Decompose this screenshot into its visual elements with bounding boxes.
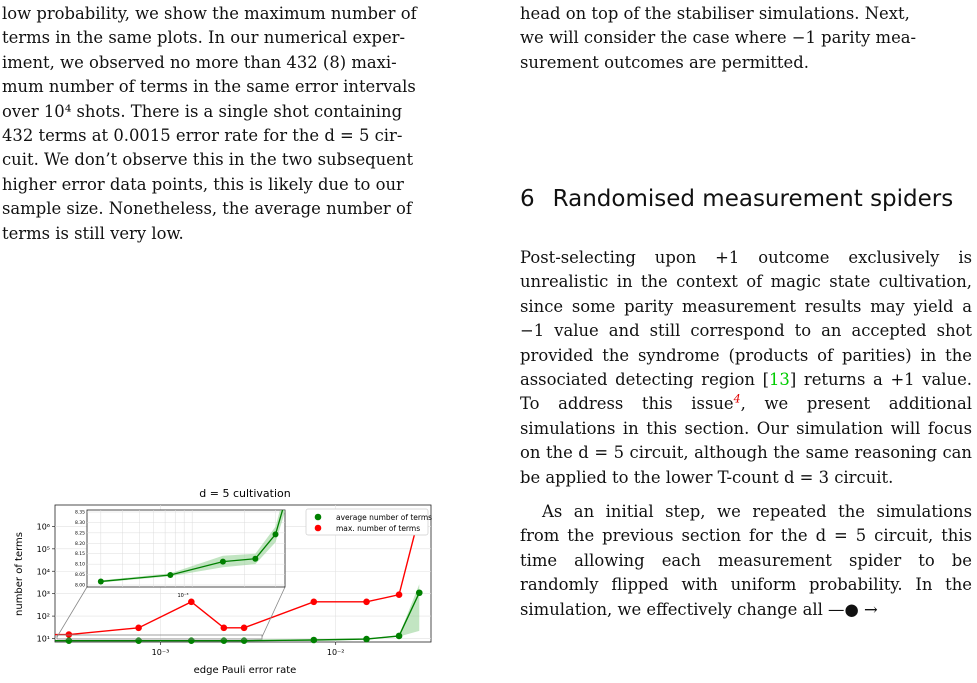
avg-point (363, 636, 370, 643)
figure (0, 482, 470, 679)
inset-y-tick-label: 8.00 (74, 583, 85, 589)
max-point (396, 591, 403, 598)
section-heading (520, 186, 972, 212)
zoom-connector (262, 587, 285, 637)
legend-marker-max (315, 525, 322, 532)
paragraph-text: , we present additional simulations in this section. Our simulation will focus on the d = 5 circuit, although the same reasoning can be applied to the lower T-count d = 3 circuit. (520, 394, 973, 487)
right-column-top-text (520, 2, 972, 75)
text-line: 432 terms at 0.0015 error rate for the d = 5 cir- (2, 126, 403, 146)
inset-y-tick-label: 8.15 (74, 552, 85, 558)
inset-frame (87, 510, 285, 587)
spider-glyph: —● → (828, 599, 878, 619)
inset-avg-point (98, 578, 104, 584)
text-line: cuit. We don’t observe this in the two subsequent (2, 150, 414, 170)
chart (0, 482, 470, 679)
avg-point (310, 637, 317, 644)
inset-y-tick-label: 8.05 (74, 573, 85, 579)
inset-plot (75, 491, 285, 599)
x-axis (152, 642, 345, 657)
text-line: terms is still very low. (2, 223, 184, 243)
avg-point (396, 633, 403, 640)
x-axis-label: edge Pauli error rate (193, 665, 297, 676)
inset-avg-point (220, 559, 226, 565)
y-tick-label: 10³ (36, 589, 50, 599)
y-axis (37, 522, 55, 643)
legend-label-max: max. number of terms (336, 524, 421, 533)
x-tick-label: 10⁻² (326, 648, 345, 657)
inset-y-tick-label: 8.25 (74, 531, 85, 537)
section-body (520, 246, 972, 622)
y-tick-label: 10⁶ (36, 522, 50, 532)
zoom-connector (57, 587, 87, 637)
text-line: terms in the same plots. In our numerical exper- (2, 28, 406, 48)
max-point (135, 625, 142, 632)
text-line: surement outcomes are permitted. (520, 52, 809, 72)
avg-point (221, 637, 228, 644)
section-title: Randomised measurement spiders (552, 186, 954, 212)
footnote-link[interactable]: 4 (733, 392, 741, 406)
max-point (241, 625, 248, 632)
citation-link[interactable]: 13 (769, 370, 790, 390)
max-point (363, 599, 370, 606)
max-point (66, 631, 73, 638)
y-axis-label: number of terms (14, 532, 25, 616)
inset-y-tick-label: 8.30 (74, 520, 85, 526)
left-column-text (2, 2, 458, 246)
text-line: mum number of terms in the same error intervals (2, 77, 416, 97)
legend-label-avg: average number of terms (336, 513, 433, 522)
paragraph-text: As an initial step, we repeated the simulations from the previous section for the d = 5 circuit, this time allowing each measurement spider to be randomly flipped with uniform probability. In the simulation, we effectively change all (520, 502, 972, 619)
text-line: head on top of the stabiliser simulations. Next, (520, 4, 910, 23)
avg-point (135, 637, 142, 644)
avg-point (66, 637, 73, 644)
paragraph-text: Post-selecting upon +1 outcome exclusively is unrealistic in the context of magic state cultivation, since some parity measurement results may yield a −1 value and still correspond to an accepted shot provided the syndrome (products of parities) in the associated detecting region [ (520, 248, 972, 390)
avg-point (416, 589, 423, 596)
text-line: sample size. Nonetheless, the average number of (2, 199, 412, 219)
inset-y-tick-label: 8.35 (74, 510, 85, 516)
paragraph-2 (520, 500, 972, 622)
avg-band (69, 584, 419, 641)
text-line: we will consider the case where −1 parity mea- (520, 28, 917, 48)
inset-x-tick: 10⁻³ (177, 593, 189, 599)
y-tick-label: 10² (36, 612, 50, 622)
avg-point (188, 637, 195, 644)
text-line: over 10⁴ shots. There is a single shot containing (2, 101, 403, 121)
text-line: higher error data points, this is likely due to our (2, 174, 404, 194)
avg-point (241, 637, 248, 644)
y-tick-label: 10⁴ (36, 567, 50, 577)
legend-marker-avg (315, 514, 322, 521)
section-number: 6 (520, 186, 535, 212)
max-point (188, 599, 195, 606)
y-tick-label: 10⁵ (36, 544, 50, 554)
max-point (310, 599, 317, 606)
legend (306, 509, 432, 535)
max-point (221, 625, 228, 632)
x-tick-label: 10⁻³ (151, 648, 170, 657)
text-line: iment, we observed no more than 432 (8) maxi- (2, 52, 397, 72)
inset-y-tick-label: 8.10 (74, 562, 85, 568)
inset-y-tick-label: 8.20 (74, 541, 85, 547)
inset-avg-point (252, 556, 258, 562)
paragraph-text: ] returns a +1 value. To address this issue (520, 370, 972, 414)
y-tick-label: 10¹ (36, 634, 50, 644)
text-line: low probability, we show the maximum number of (2, 4, 417, 23)
chart-title: d = 5 cultivation (199, 487, 291, 500)
inset-avg-point (273, 531, 279, 537)
paragraph-1 (520, 246, 972, 490)
inset-avg-point (167, 572, 173, 578)
